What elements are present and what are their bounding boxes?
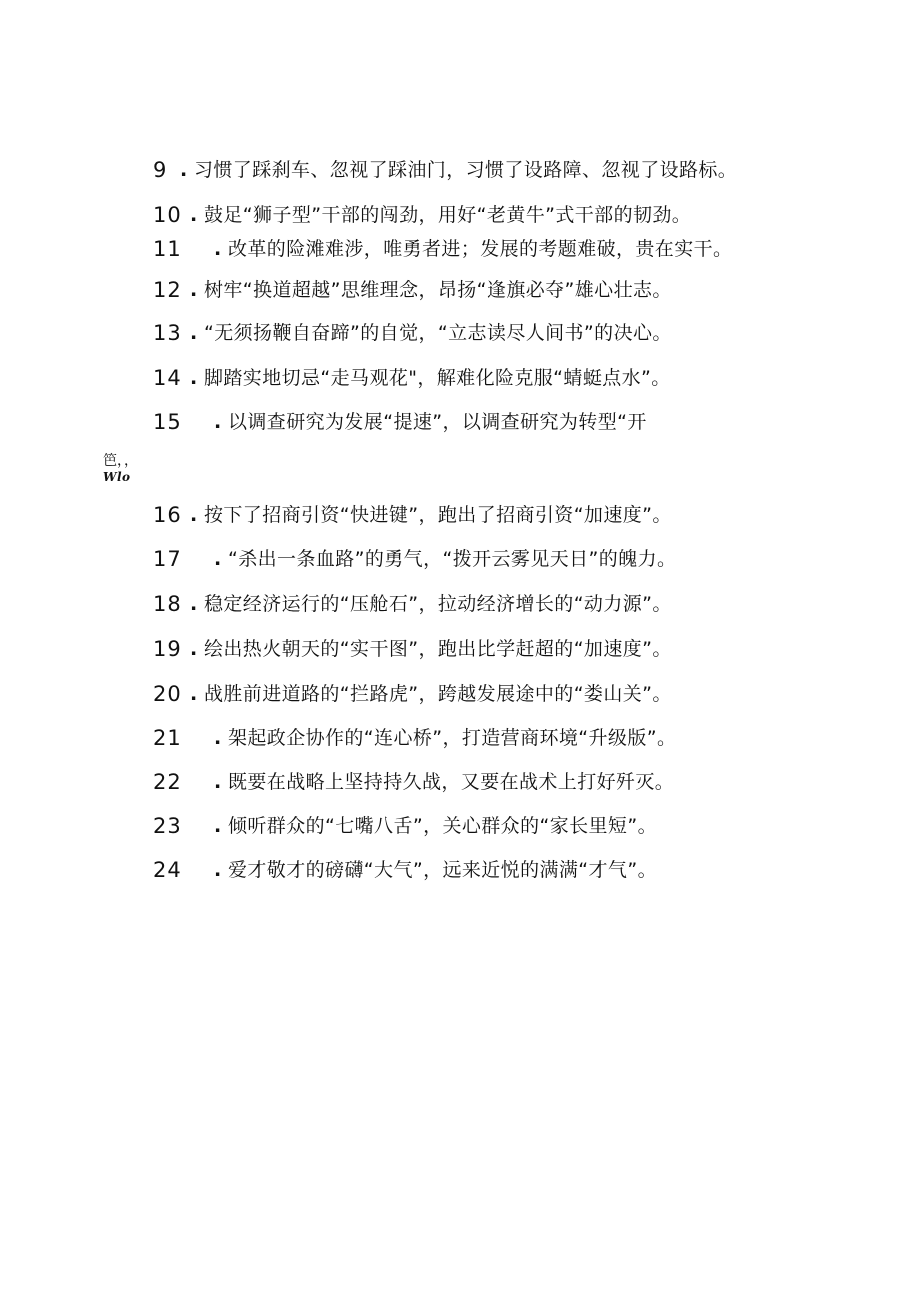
item-dot: .: [214, 411, 222, 433]
item-number: 16: [153, 503, 182, 527]
item-dot: .: [190, 593, 198, 615]
item-number: 12: [153, 278, 182, 302]
item-text: 爱才敬才的磅礴“大气”，远来近悦的满满“才气”。: [228, 859, 657, 881]
item-dot: .: [214, 238, 222, 260]
item-text: 树牢“换道超越”思维理念，昂扬“逢旗必夺”雄心壮志。: [204, 279, 672, 301]
item-dot: .: [190, 504, 198, 526]
item-text: 稳定经济运行的“压舱石”，拉动经济增长的“动力源”。: [204, 593, 672, 615]
item-number: 20: [153, 682, 182, 706]
item-number: 9: [153, 158, 168, 182]
item-text: 战胜前进道路的“拦路虎”，跨越发展途中的“娄山关”。: [204, 683, 672, 705]
item-text: “杀出一条血路”的勇气，“拨开云雾见天日”的魄力。: [228, 548, 677, 570]
item-text: 绘出热火朝天的“实干图”，跑出比学赶超的“加速度”。: [204, 638, 672, 660]
item-dot: .: [190, 322, 198, 344]
item-text: 改革的险滩难涉，唯勇者进；发展的考题难破，贵在实干。: [228, 238, 733, 260]
item-number: 14: [153, 366, 182, 390]
item-number: 19: [153, 637, 182, 661]
item-number: 21: [153, 726, 182, 750]
item-text: 按下了招商引资“快进键”，跑出了招商引资“加速度”。: [204, 504, 672, 526]
item-dot: .: [190, 683, 198, 705]
item-text: 以调查研究为发展“提速”，以调查研究为转型“开: [228, 411, 647, 433]
item-text: “无须扬鞭自奋蹄”的自觉，“立志读尽人间书”的决心。: [204, 322, 672, 344]
item-number: 24: [153, 858, 182, 882]
item-number: 10: [153, 203, 182, 227]
item-dot: .: [214, 859, 222, 881]
item-number: 22: [153, 770, 182, 794]
item-text: 倾听群众的“七嘴八舌”，关心群众的“家长里短”。: [228, 815, 657, 837]
item-number: 13: [153, 321, 182, 345]
item-dot: .: [190, 279, 198, 301]
item-text: 架起政企协作的“连心桥”，打造营商环境“升级版”。: [228, 727, 677, 749]
item-text: 习惯了踩刹车、忽视了踩油门，习惯了设路障、忽视了设路标。: [194, 159, 738, 181]
item-number: 11: [153, 237, 182, 261]
item-number: 15: [153, 410, 182, 434]
item-number: 18: [153, 592, 182, 616]
item-dot: .: [214, 548, 222, 570]
item-text: 脚踏实地切忌“走马观花"，解难化险克服“蜻蜓点水”。: [204, 367, 671, 389]
item-number: 17: [153, 547, 182, 571]
item-dot: .: [180, 159, 188, 181]
item-dot: .: [214, 771, 222, 793]
wrapped-fragment: [103, 453, 138, 485]
item-text: 鼓足“狮子型”干部的闯劲，用好“老黄牛”式干部的韧劲。: [204, 204, 692, 226]
item-dot: .: [190, 638, 198, 660]
item-dot: .: [190, 367, 198, 389]
item-dot: .: [214, 815, 222, 837]
wrapped-fragment-line-2: Wlo: [103, 470, 131, 484]
item-dot: .: [190, 204, 198, 226]
item-number: 23: [153, 814, 182, 838]
item-text: 既要在战略上坚持持久战，又要在战术上打好歼灭。: [228, 771, 675, 793]
item-dot: .: [214, 727, 222, 749]
wrapped-fragment-line-1: 笆，，: [103, 453, 138, 469]
